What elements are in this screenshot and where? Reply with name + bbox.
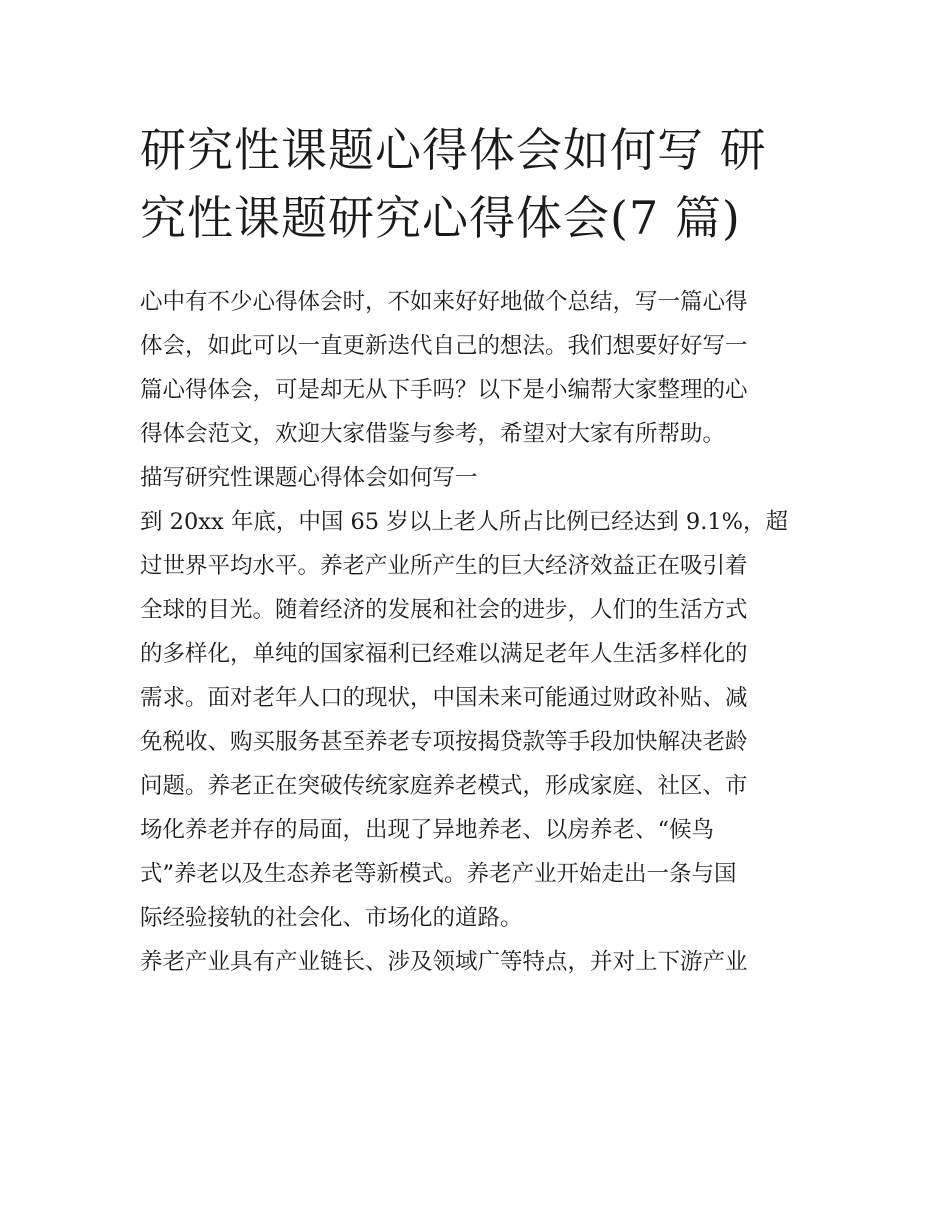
intro-paragraph (140, 280, 820, 456)
intro-line: 篇心得体会，可是却无从下手吗？以下是小编帮大家整理的心 (140, 377, 748, 403)
document-body (140, 280, 820, 984)
intro-line: 体会，如此可以一直更新迭代自己的想法。我们想要好好写一 (140, 333, 748, 359)
title-line-2: 究性课题研究心得体会(7 篇) (140, 191, 741, 245)
document-title (140, 116, 820, 252)
paragraph-1-line: 免税收、购买服务甚至养老专项按揭贷款等手段加快解决老龄 (140, 729, 748, 755)
paragraph-1-line: 的多样化，单纯的国家福利已经难以满足老年人生活多样化的 (140, 641, 748, 667)
paragraph-1-line: 过世界平均水平。养老产业所产生的巨大经济效益正在吸引着 (140, 553, 748, 579)
title-line-1: 研究性课题心得体会如何写 研 (140, 123, 767, 177)
paragraph-1-line: 需求。面对老年人口的现状，中国未来可能通过财政补贴、减 (140, 685, 748, 711)
paragraph-1 (140, 500, 820, 940)
paragraph-1-line: 问题。养老正在突破传统家庭养老模式，形成家庭、社区、市 (140, 773, 748, 799)
paragraph-1-line: 式”养老以及生态养老等新模式。养老产业开始走出一条与国 (140, 861, 737, 887)
paragraph-2-line: 养老产业具有产业链长、涉及领域广等特点，并对上下游产业 (140, 949, 748, 975)
paragraph-1-line: 到 20xx 年底，中国 65 岁以上老人所占比例已经达到 9.1%，超 (140, 509, 789, 535)
paragraph-2 (140, 940, 820, 984)
intro-line: 得体会范文，欢迎大家借鉴与参考，希望对大家有所帮助。 (140, 421, 726, 447)
paragraph-1-line: 际经验接轨的社会化、市场化的道路。 (140, 905, 523, 931)
paragraph-1-line: 场化养老并存的局面，出现了异地养老、以房养老、“候鸟 (140, 817, 715, 843)
intro-line: 心中有不少心得体会时，不如来好好地做个总结，写一篇心得 (140, 289, 748, 315)
section-heading: 描写研究性课题心得体会如何写一 (140, 465, 478, 491)
paragraph-1-line: 全球的目光。随着经济的发展和社会的进步，人们的生活方式 (140, 597, 748, 623)
